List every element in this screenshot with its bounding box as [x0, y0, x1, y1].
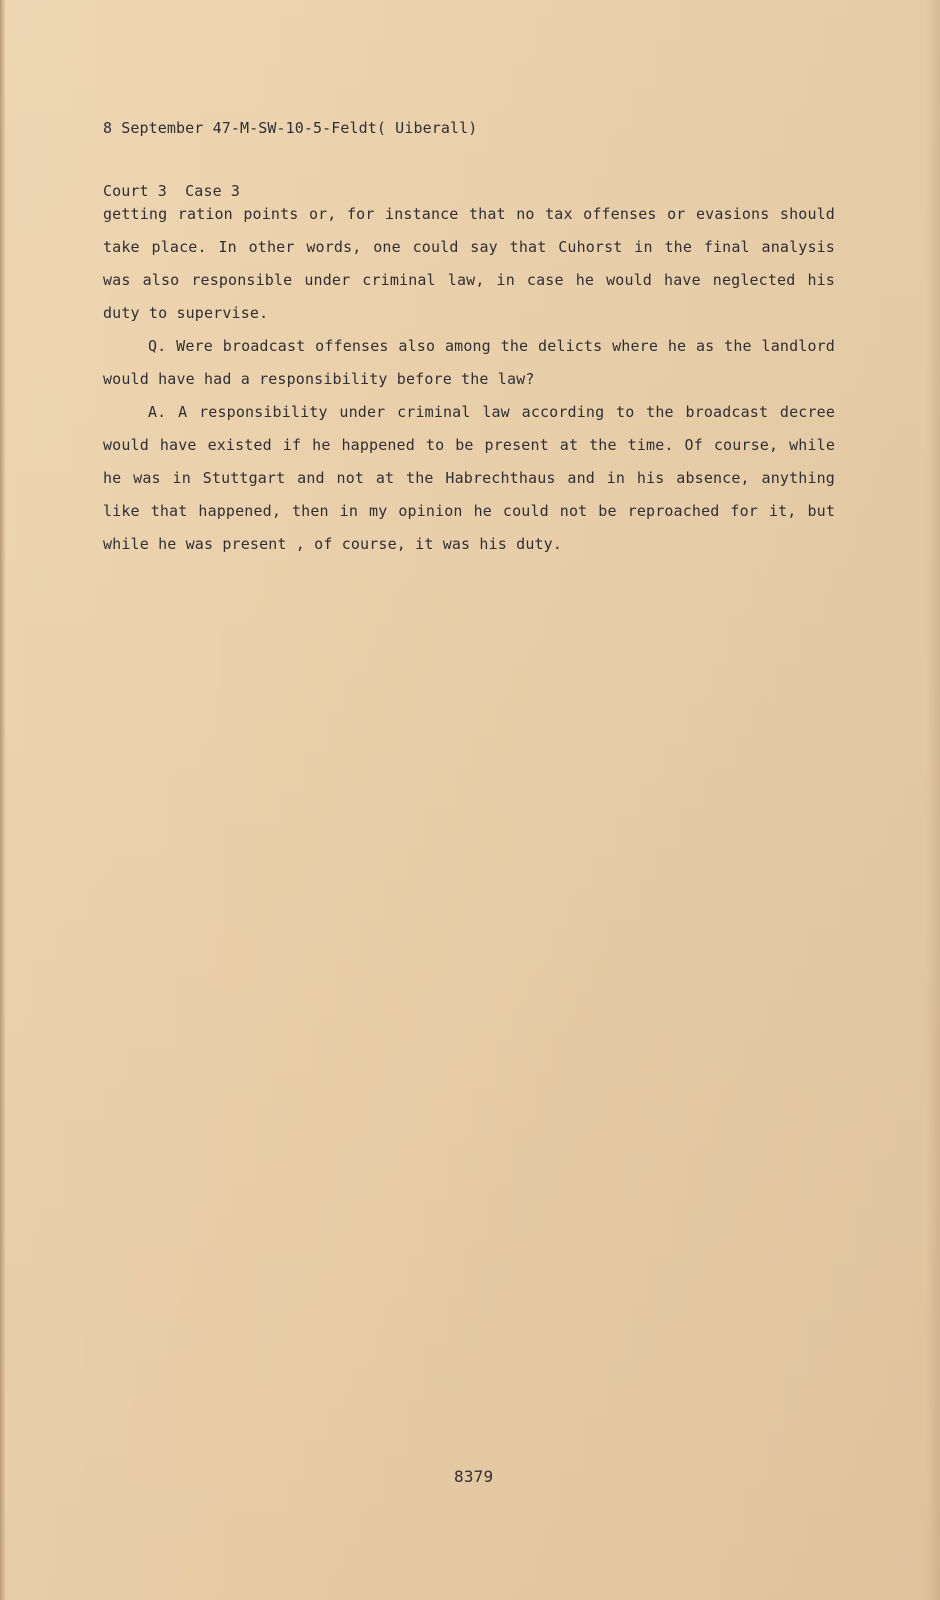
page-left-edge [0, 0, 6, 1600]
page-number: 8379 [454, 1467, 494, 1486]
page-right-edge [926, 0, 940, 1600]
body-paragraph-answer: A. A responsibility under criminal law according to the broadcast decree would have existed if he happened to be present at the time. Of course, while he was in Stuttgart and not at the Habrechthaus and in his absence, anything like that happened, then in my opinion he could not be reproached for it, but while he was present , of course, it was his duty. [103, 403, 835, 553]
header-line-date-reference: 8 September 47-M-SW-10-5-Feldt( Uiberall) [103, 119, 478, 137]
header-line-court-case: Court 3 Case 3 [103, 182, 240, 200]
body-paragraph-continuation: getting ration points or, for instance that no tax offenses or evasions should take place. In other words, one could say that Cuhorst in the final analysis was also responsible under criminal law, in case he would have neglected his duty to supervise. [103, 205, 835, 322]
document-body [103, 198, 835, 561]
body-paragraph-question: Q. Were broadcast offenses also among the delicts where he as the landlord would have had a responsibility before the law? [103, 337, 835, 388]
